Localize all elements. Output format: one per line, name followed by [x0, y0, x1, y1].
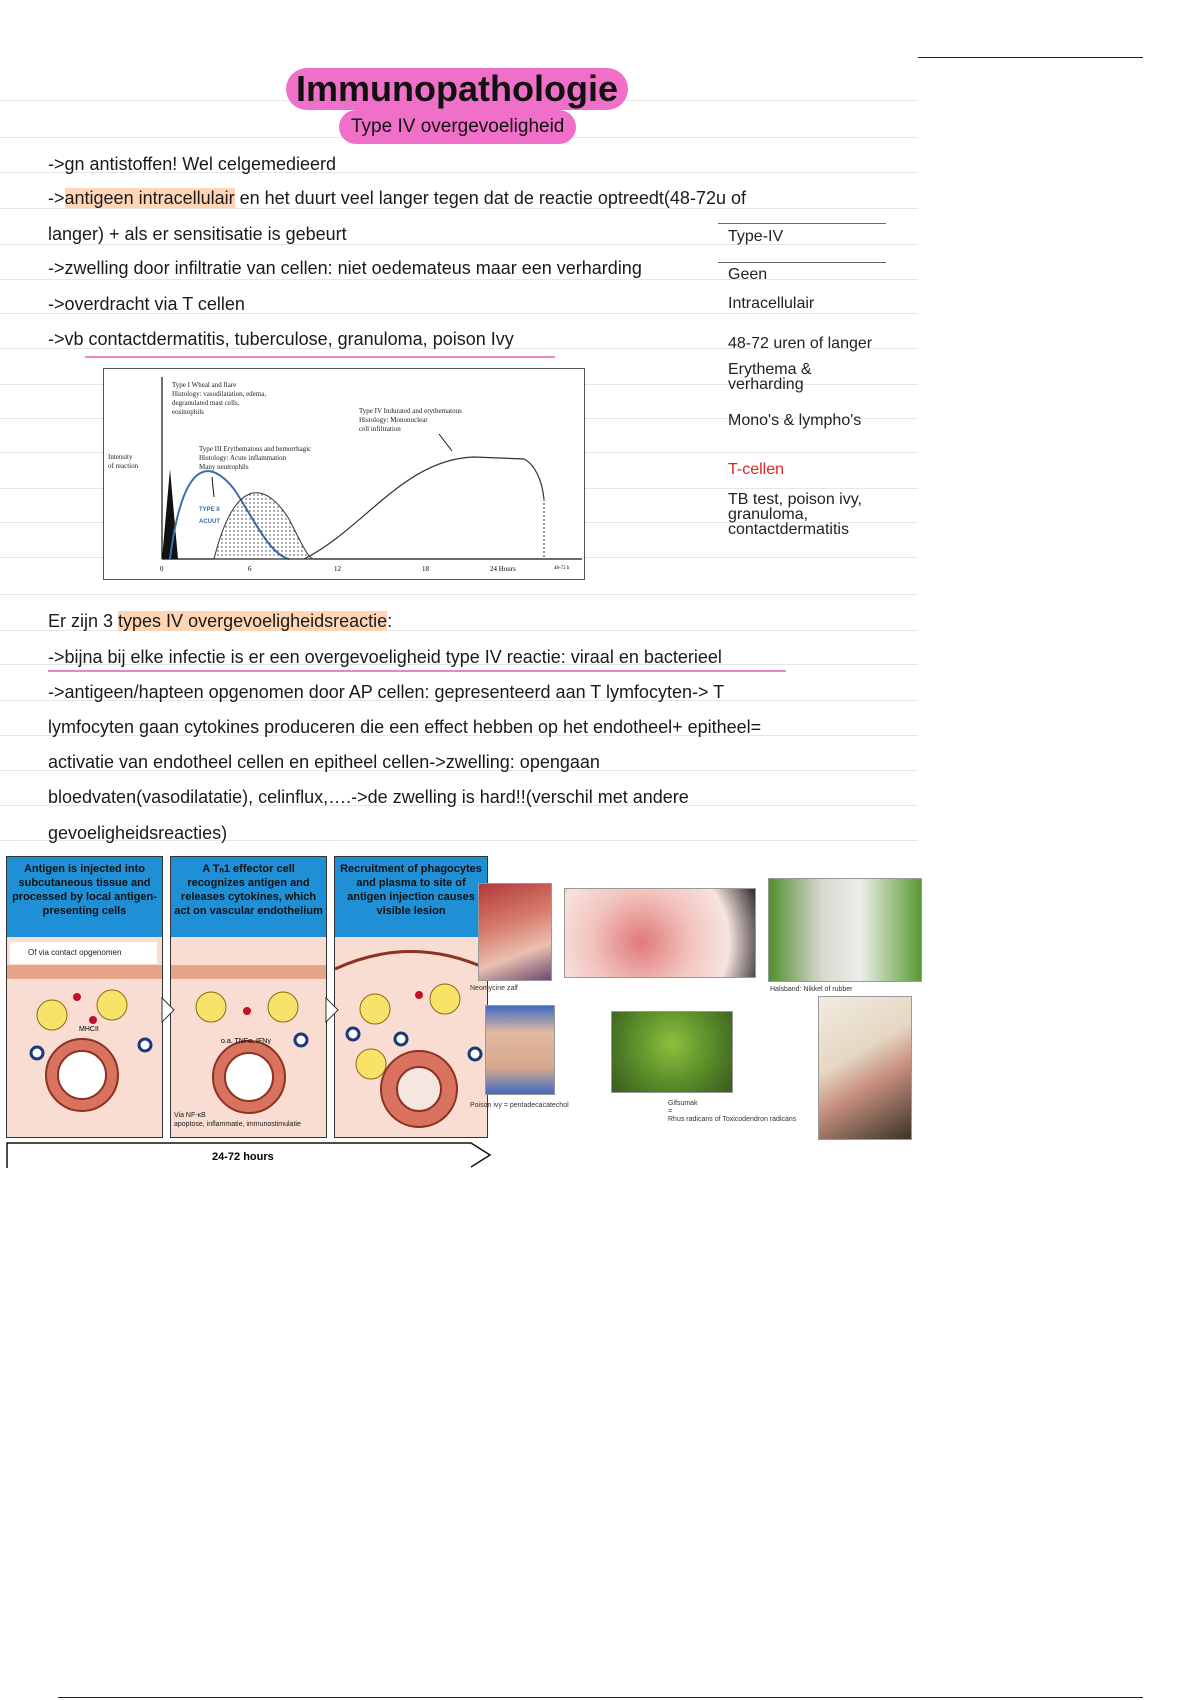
table-antibody: Geen	[728, 266, 768, 283]
caption-neomycin: Neomycine zalf	[470, 985, 518, 992]
photo-neomycin-rash	[478, 883, 552, 981]
type1-label-line: degranulated mast cells,	[172, 399, 240, 407]
panel-1-heading: Antigen is injected into subcutaneous tissue and processed by local antigen-presenting cells	[7, 857, 162, 937]
note-line-4: ->zwelling door infiltratie van cellen: niet oedemateus maar een verharding	[48, 258, 642, 278]
tick-6: 6	[248, 565, 252, 573]
mech-line-3: lymfocyten gaan cytokines produceren die een effect hebben op het endotheel+ epitheel=	[48, 717, 762, 737]
type3-curve	[214, 493, 314, 559]
type3-label-line: Many neutrophils	[199, 463, 249, 471]
type1-label-line: eosinophils	[172, 408, 204, 416]
table-appearance: Erythema & verharding	[728, 361, 812, 393]
table-antigen: Intracellulair	[728, 295, 815, 312]
panel-2-illustration	[171, 965, 326, 1135]
mechanism-panel-2	[170, 856, 327, 1138]
tick-12: 12	[334, 565, 341, 573]
type3-label-line: Histology: Acute inflammation	[199, 454, 287, 462]
type2-arrow	[212, 477, 214, 497]
mech-line-6: gevoeligheidsreacties)	[48, 823, 228, 843]
ruled-line	[0, 594, 918, 595]
mechanism-panel-1	[6, 856, 163, 1138]
tick-0: 0	[160, 565, 164, 573]
photo-animal-skin	[818, 996, 912, 1140]
pink-underline-1	[85, 356, 555, 358]
type4-arrow	[439, 434, 452, 451]
table-rule-top	[718, 223, 886, 224]
panel-1-illustration	[7, 965, 162, 1135]
type2-label-line: ACUUT	[199, 519, 220, 525]
mech-line-1: ->bijna bij elke infectie is er een overgevoeligheid type IV reactie: viraal en bacterieel	[48, 647, 722, 667]
type4-label	[359, 407, 462, 433]
note-line-2: ->antigeen intracellulair en het duurt veel langer tegen dat de reactie optreedt(48-72u of	[48, 188, 746, 208]
mech-line-5: bloedvaten(vasodilatatie), celinflux,….->de zwelling is hard!!(verschil met andere	[48, 787, 689, 807]
tick-24-hours: 24 Hours	[490, 565, 516, 573]
panel-2-heading: A Tₙ1 effector cell recognizes antigen and releases cytokines, which act on vascular endothelium	[171, 857, 326, 937]
caption-gifsumak: Gifsumak = Rhus radicans of Toxicodendron radicans	[668, 1100, 797, 1123]
timeline-label: 24-72 hours	[212, 1151, 274, 1163]
tick-48-72: 48-72 h	[554, 566, 570, 571]
note-line-6: ->vb contactdermatitis, tuberculose, granuloma, poison Ivy	[48, 329, 514, 349]
timeline-arrow	[6, 1140, 492, 1170]
panel-arrow-1	[160, 996, 176, 1024]
type1-label	[172, 381, 266, 416]
mhc-label: MHCII	[79, 1026, 99, 1033]
table-histology: Mono's & lympho's	[728, 412, 862, 429]
cytokine-label: o.a. TNFα, IFNγ	[221, 1038, 271, 1045]
bottom-rule	[58, 1697, 1143, 1698]
page-title: Immunopathologie	[286, 68, 628, 110]
note-line-3: langer) + als er sensitisatie is gebeurt	[48, 224, 347, 244]
top-rule	[918, 57, 1143, 58]
reaction-timecourse-figure	[103, 368, 585, 580]
table-time: 48-72 uren of langer	[728, 335, 873, 352]
panel-1-note: Of via contact opgenomen	[10, 942, 157, 964]
type3-label	[199, 445, 311, 471]
nfkb-note: Via NF-κB apoptose, inflammatie, immunostimulatie	[174, 1112, 301, 1128]
table-mediator: T-cellen	[728, 461, 785, 478]
photo-hand-rash	[485, 1005, 555, 1095]
highlight-types: types IV overgevoeligheidsreactie	[118, 611, 388, 631]
mech-line-4: activatie van endotheel cellen en epitheel cellen->zwelling: opengaan	[48, 752, 600, 772]
mech-line-2: ->antigeen/hapteen opgenomen door AP cellen: gepresenteerd aan T lymfocyten-> T	[48, 682, 725, 702]
tick-18: 18	[422, 565, 429, 573]
caption-collar: Halsband: Nikkel of rubber	[770, 986, 853, 993]
table-rule-header	[718, 262, 886, 263]
photo-poison-ivy-plant	[611, 1011, 733, 1093]
type4-label-line: Histology: Mononuclear	[359, 416, 428, 424]
type4-label-line: cell infiltration	[359, 425, 401, 433]
pink-underline-2	[48, 670, 786, 672]
type4-label-line: Type IV Indurated and erythematous	[359, 407, 462, 415]
note-line-1: ->gn antistoffen! Wel celgemedieerd	[48, 154, 337, 174]
page-subtitle: Type IV overgevoeligheid	[339, 110, 576, 144]
mechanism-panel-3	[334, 856, 488, 1138]
photo-dog-collar	[768, 878, 922, 982]
chart-ylabel: Intensity of reaction	[108, 453, 139, 470]
intro-line: Er zijn 3 types IV overgevoeligheidsreactie:	[48, 611, 393, 631]
panel-3-heading: Recruitment of phagocytes and plasma to site of antigen injection causes visible lesion	[335, 857, 487, 937]
note-line-5: ->overdracht via T cellen	[48, 294, 245, 314]
timecourse-svg	[104, 369, 584, 579]
panel-3-illustration	[335, 939, 487, 1135]
panel-arrow-2	[324, 996, 340, 1024]
type2-label	[199, 507, 220, 525]
type3-label-line: Type III Erythematous and hemorrhagic	[199, 445, 312, 453]
caption-poison-ivy: Poison ivy = pentadecacatechol	[470, 1102, 569, 1109]
photo-skin-lesions	[564, 888, 756, 978]
table-type: Type-IV	[728, 228, 784, 245]
type4-curve	[304, 457, 544, 559]
highlight-antigen: antigeen intracellulair	[64, 188, 235, 208]
type1-label-line: Type I Wheal and flare	[172, 381, 237, 389]
type2-label-line: TYPE II	[199, 507, 220, 513]
table-examples: TB test, poison ivy, granuloma, contactdermatitis	[728, 491, 862, 538]
type1-label-line: Histology: vasodilatation, edema,	[172, 390, 267, 398]
type1-curve	[162, 469, 178, 559]
